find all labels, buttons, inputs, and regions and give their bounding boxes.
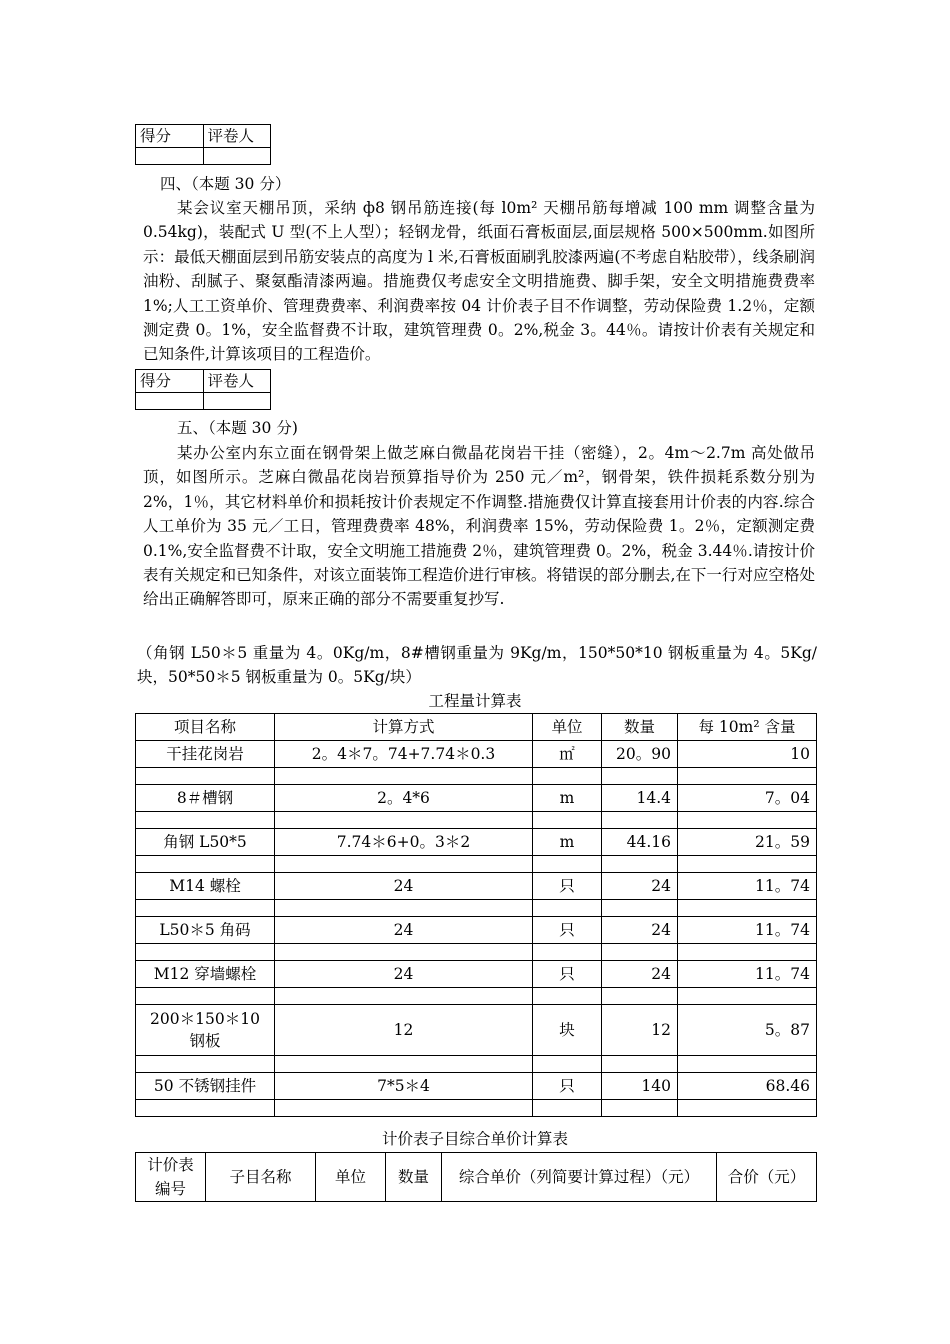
question-5-heading: 五、（本题 30 分) xyxy=(177,419,298,437)
content-per-10m2: 68.46 xyxy=(678,1073,817,1100)
content-per-10m2: 10 xyxy=(678,741,817,768)
header-unit-price: 综合单价（列简要计算过程）（元） xyxy=(442,1153,717,1202)
item-name: 8＃槽钢 xyxy=(136,785,275,812)
header-unit: 单位 xyxy=(533,714,602,741)
header-quantity: 数量 xyxy=(602,714,678,741)
grader-label: 评卷人 xyxy=(203,370,271,393)
item-name: L50＊5 角码 xyxy=(136,917,275,944)
table-row xyxy=(136,873,817,900)
quantity-table-caption: 工程量计算表 xyxy=(428,692,522,710)
price-table-caption: 计价表子目综合单价计算表 xyxy=(381,1130,568,1148)
blank-row xyxy=(136,988,817,1005)
score-label: 得分 xyxy=(136,370,204,393)
grader-label: 评卷人 xyxy=(203,125,271,148)
blank-row xyxy=(136,1100,817,1117)
table-row xyxy=(136,785,817,812)
question-5-body: 某办公室内东立面在钢骨架上做芝麻白微晶花岗岩干挂（密缝），2。4m～2.7m 高处做吊顶，如图所示。芝麻白微晶花岗岩预算指导价为 250 元／m²，钢骨架，铁件损耗系数分别为 2%，1％，其它材料单价和损耗按计价表规定不作调整.措施费仅计算直接套用计价表的内容.综合人工单价为 35 元／工日，管理费费率 48%，利润费率 15%，劳动保险费 1。2％，定额测定费 0.1%,安全监督费不计取，安全文明施工措施费 2％，建筑管理费 0。2%，税金 3.44％.请按计价表有关规定和已知条件，对该立面装饰工程造价进行审核。将错误的部分删去,在下一行对应空格处给出正确解答即可，原来正确的部分不需要重复抄写. xyxy=(143,444,815,609)
unit: 只 xyxy=(533,917,602,944)
item-name: M14 螺栓 xyxy=(136,873,275,900)
score-table-1 xyxy=(135,124,271,165)
table-row xyxy=(136,1073,817,1100)
header-total-price: 合价（元） xyxy=(717,1153,817,1202)
content-per-10m2: 5。87 xyxy=(678,1005,817,1056)
table-row xyxy=(136,961,817,988)
item-name: 50 不锈钢挂件 xyxy=(136,1073,275,1100)
quantity-table xyxy=(135,713,817,1117)
table-row xyxy=(136,917,817,944)
score-cell xyxy=(136,393,204,410)
unit: 只 xyxy=(533,873,602,900)
quantity: 44.16 xyxy=(602,829,678,856)
blank-row xyxy=(136,900,817,917)
quantity-table-header xyxy=(136,714,817,741)
blank-row xyxy=(136,944,817,961)
header-calc-method: 计算方式 xyxy=(275,714,533,741)
quantity: 14.4 xyxy=(602,785,678,812)
table-row xyxy=(136,741,817,768)
content-per-10m2: 21。59 xyxy=(678,829,817,856)
grader-cell xyxy=(203,148,271,165)
blank-row xyxy=(136,856,817,873)
header-quantity: 数量 xyxy=(386,1153,442,1202)
item-name: 干挂花岗岩 xyxy=(136,741,275,768)
unit: m xyxy=(533,829,602,856)
blank-row xyxy=(136,812,817,829)
item-name: 200＊150＊10 钢板 xyxy=(136,1005,275,1056)
table-row xyxy=(136,829,817,856)
unit: m xyxy=(533,785,602,812)
question-4-body: 某会议室天棚吊顶，采纳 ф8 钢吊筋连接(每 l0m² 天棚吊筋每增减 100 mm 调整含量为 0.54kg)，装配式 U 型(不上人型）；轻钢龙骨，纸面石膏板面层,面层规格 500×500mm.如图所示：最低天棚面层到吊筋安装点的高度为 l 米,石膏板面刷乳胶漆两遍(不考虑自粘胶带），线条刷润油粉、刮腻子、聚氨酯清漆两遍。措施费仅考虑安全文明措施费、脚手架，安全文明措施费费率 1%;人工工资单价、管理费费率、利润费率按 04 计价表子目不作调整，劳动保险费 1.2％，定额测定费 0。1%，安全监督费不计取，建筑管理费 0。2%,税金 3。44％。请按计价表有关规定和已知条件,计算该项目的工程造价。 xyxy=(143,199,815,364)
score-table-2 xyxy=(135,369,271,410)
calc-method: 24 xyxy=(275,873,533,900)
header-item-name: 项目名称 xyxy=(136,714,275,741)
content-per-10m2: 11。74 xyxy=(678,917,817,944)
header-content-per-10m2: 每 10m² 含量 xyxy=(678,714,817,741)
grader-cell xyxy=(203,393,271,410)
quantity: 20。90 xyxy=(602,741,678,768)
item-name: 角钢 L50*5 xyxy=(136,829,275,856)
calc-method: 24 xyxy=(275,917,533,944)
table-row xyxy=(136,1005,817,1056)
unit: 块 xyxy=(533,1005,602,1056)
content-per-10m2: 11。74 xyxy=(678,961,817,988)
score-label: 得分 xyxy=(136,125,204,148)
blank-row xyxy=(136,1056,817,1073)
price-table xyxy=(135,1152,817,1202)
question-5-note: （角钢 L50＊5 重量为 4。0Kg/m，8#槽钢重量为 9Kg/m，150*50*10 钢板重量为 4。5Kg/块，50*50＊5 钢板重量为 0。5Kg/块） xyxy=(137,644,817,687)
blank-row xyxy=(136,768,817,785)
calc-method: 7*5＊4 xyxy=(275,1073,533,1100)
calc-method: 2。4*6 xyxy=(275,785,533,812)
content-per-10m2: 7。04 xyxy=(678,785,817,812)
item-name: M12 穿墙螺栓 xyxy=(136,961,275,988)
header-sub-item-name: 子目名称 xyxy=(206,1153,316,1202)
quantity: 24 xyxy=(602,961,678,988)
quantity: 140 xyxy=(602,1073,678,1100)
unit: ㎡ xyxy=(533,741,602,768)
quantity: 24 xyxy=(602,917,678,944)
question-4-heading: 四、（本题 30 分） xyxy=(160,175,291,193)
header-item-code: 计价表编号 xyxy=(136,1153,206,1202)
quantity: 12 xyxy=(602,1005,678,1056)
unit: 只 xyxy=(533,961,602,988)
calc-method: 24 xyxy=(275,961,533,988)
quantity: 24 xyxy=(602,873,678,900)
score-cell xyxy=(136,148,204,165)
calc-method: 7.74＊6+0。3＊2 xyxy=(275,829,533,856)
unit: 只 xyxy=(533,1073,602,1100)
price-table-header xyxy=(136,1153,817,1202)
header-unit: 单位 xyxy=(316,1153,386,1202)
calc-method: 2。4＊7。74+7.74＊0.3 xyxy=(275,741,533,768)
calc-method: 12 xyxy=(275,1005,533,1056)
content-per-10m2: 11。74 xyxy=(678,873,817,900)
